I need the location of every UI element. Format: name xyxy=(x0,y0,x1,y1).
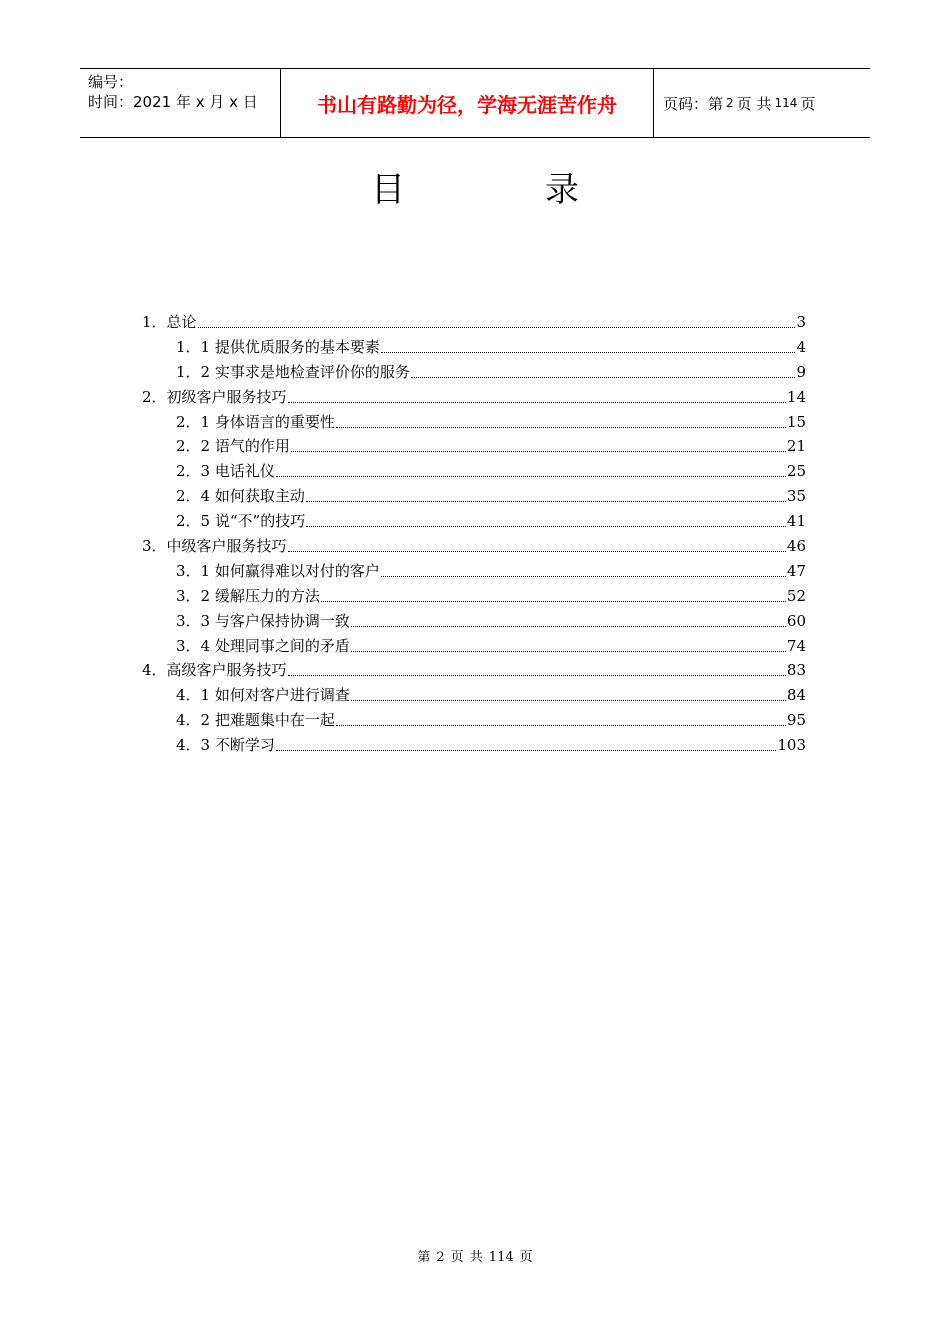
toc-leader-dots xyxy=(336,725,786,726)
toc-entry[interactable] xyxy=(142,634,806,659)
toc-entry[interactable] xyxy=(142,534,806,559)
toc-entry-label: 4．高级客户服务技巧 xyxy=(142,661,287,680)
toc-entry-page: 83 xyxy=(786,661,806,680)
footer-prefix: 第 xyxy=(417,1250,431,1265)
toc-entry-label: 4．3 不断学习 xyxy=(176,736,275,755)
toc-entry[interactable] xyxy=(142,658,806,683)
toc-leader-dots xyxy=(276,750,777,751)
toc-leader-dots xyxy=(381,352,796,353)
toc-entry-label: 3．4 处理同事之间的矛盾 xyxy=(176,636,350,655)
toc-entry-label: 2．3 电话礼仪 xyxy=(176,462,275,481)
toc-entry[interactable] xyxy=(142,360,806,385)
toc-entry-page: 74 xyxy=(786,636,806,655)
toc-leader-dots xyxy=(336,427,786,428)
toc-leader-dots xyxy=(288,675,786,676)
toc-entry[interactable] xyxy=(142,609,806,634)
footer-middle: 页 共 xyxy=(450,1250,483,1265)
header-page-info xyxy=(654,69,870,137)
toc-title-char-2: 录 xyxy=(545,170,579,210)
toc-leader-dots xyxy=(306,526,786,527)
toc-leader-dots xyxy=(276,476,786,477)
footer-current: 2 xyxy=(436,1250,445,1265)
page-footer xyxy=(0,1246,950,1265)
footer-suffix: 页 xyxy=(519,1250,533,1265)
toc-entry-label: 3．1 如何赢得难以对付的客户 xyxy=(176,561,380,580)
toc-entry-page: 46 xyxy=(786,537,806,556)
toc-entry-label: 1．1 提供优质服务的基本要素 xyxy=(176,337,380,356)
toc-entry[interactable] xyxy=(142,584,806,609)
header-number: 编号： xyxy=(88,73,134,91)
toc-leader-dots xyxy=(351,626,786,627)
header-page-suffix: 页 xyxy=(800,94,816,113)
toc-leader-dots xyxy=(306,501,786,502)
toc-entry-label: 2．4 如何获取主动 xyxy=(176,487,305,506)
toc-entry-label: 3．3 与客户保持协调一致 xyxy=(176,611,350,630)
header-page-middle: 页 共 xyxy=(736,94,772,113)
toc-entry[interactable] xyxy=(142,683,806,708)
toc-leader-dots xyxy=(321,601,786,602)
toc-entry[interactable] xyxy=(142,509,806,534)
page-header xyxy=(80,68,870,138)
toc-entry[interactable] xyxy=(142,410,806,435)
toc-entry-page: 95 xyxy=(786,711,806,730)
toc-entry-label: 2．5 说“不”的技巧 xyxy=(176,512,306,531)
toc-entry[interactable] xyxy=(142,434,806,459)
toc-leader-dots xyxy=(411,377,796,378)
toc-entry[interactable] xyxy=(142,559,806,584)
toc-leader-dots xyxy=(291,451,786,452)
toc-leader-dots xyxy=(381,576,786,577)
toc-leader-dots xyxy=(288,551,786,552)
toc-entry-page: 60 xyxy=(786,611,806,630)
header-page-prefix: 页码：第 xyxy=(663,94,724,113)
toc-leader-dots xyxy=(198,327,796,328)
toc-entry-page: 52 xyxy=(786,586,806,605)
toc-entry-page: 3 xyxy=(796,313,806,331)
toc-title xyxy=(0,162,950,211)
header-meta xyxy=(80,69,281,137)
toc-entry-page: 15 xyxy=(786,412,806,431)
toc-entry[interactable] xyxy=(142,733,806,758)
toc-entry-label: 2．初级客户服务技巧 xyxy=(142,387,287,406)
toc-entry[interactable] xyxy=(142,708,806,733)
toc-entry-page: 14 xyxy=(786,387,806,406)
toc-entry-page: 25 xyxy=(786,462,806,481)
toc-entry[interactable] xyxy=(142,310,806,335)
footer-total: 114 xyxy=(488,1250,514,1265)
toc-entry-label: 3．中级客户服务技巧 xyxy=(142,537,287,556)
toc-entry-page: 9 xyxy=(796,362,806,381)
toc-entry-label: 2．2 语气的作用 xyxy=(176,437,290,456)
toc-entry-page: 47 xyxy=(786,561,806,580)
toc-entry-page: 41 xyxy=(786,512,806,531)
header-page-total: 114 xyxy=(774,96,798,110)
toc-entry-page: 84 xyxy=(786,686,806,705)
header-time: 时间：2021 年 x 月 x 日 xyxy=(88,93,258,111)
toc-leader-dots xyxy=(351,700,786,701)
toc-title-char-1: 目 xyxy=(371,170,405,210)
toc-entry[interactable] xyxy=(142,459,806,484)
toc-entry-page: 4 xyxy=(796,337,806,356)
toc-entry-page: 21 xyxy=(786,437,806,456)
toc-entry-label: 3．2 缓解压力的方法 xyxy=(176,586,320,605)
toc-entry[interactable] xyxy=(142,385,806,410)
toc-entry[interactable] xyxy=(142,484,806,509)
toc-entry-page: 35 xyxy=(786,487,806,506)
toc-entry-label: 1．2 实事求是地检查评价你的服务 xyxy=(176,362,410,381)
toc-leader-dots xyxy=(351,651,786,652)
header-motto: 书山有路勤为径，学海无涯苦作舟 xyxy=(281,69,654,137)
toc-entry-page: 103 xyxy=(777,736,806,755)
toc-entry-label: 4．2 把难题集中在一起 xyxy=(176,711,335,730)
table-of-contents xyxy=(142,310,806,758)
header-page-current: 2 xyxy=(726,96,734,110)
toc-entry-label: 1．总论 xyxy=(142,313,197,331)
toc-entry-label: 4．1 如何对客户进行调查 xyxy=(176,686,350,705)
toc-leader-dots xyxy=(288,402,786,403)
toc-entry[interactable] xyxy=(142,335,806,360)
toc-entry-label: 2．1 身体语言的重要性 xyxy=(176,412,335,431)
